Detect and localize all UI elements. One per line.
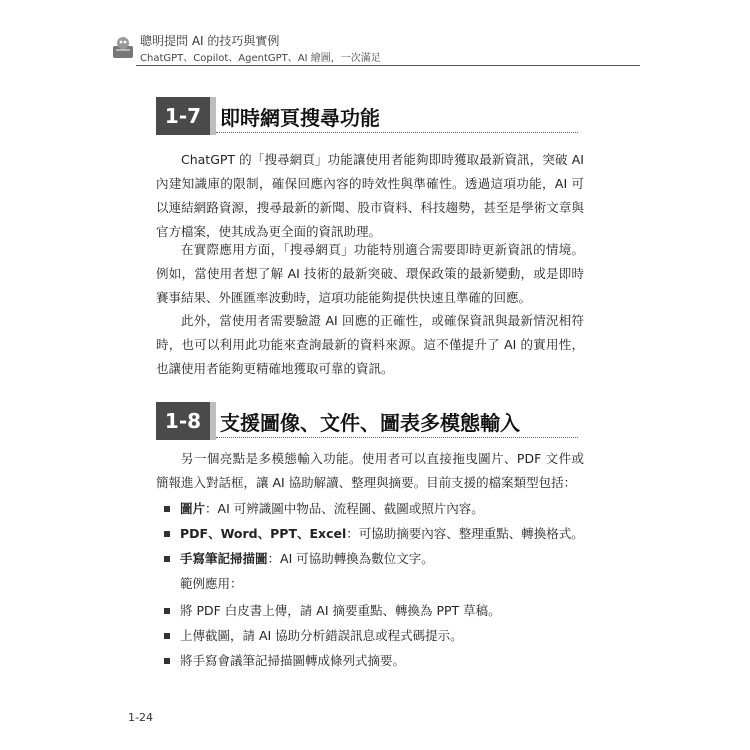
list-item [162, 598, 582, 623]
example-text: 將手寫會議筆記掃描圖轉成條列式摘要。 [180, 653, 406, 668]
file-type-desc: ：AI 可辨識圖中物品、流程圖、截圖或照片內容。 [205, 501, 484, 516]
paragraph: 在實際應用方面，「搜尋網頁」功能特別適合需要即時更新資訊的情境。例如，當使用者想了解 AI 技術的最新突破、環保政策的最新變動，或是即時賽事結果、外匯匯率波動時，這項功能能夠提供快速且準確的回應。 [156, 242, 584, 305]
file-type-label: 圖片 [180, 501, 206, 516]
section-number: 1-7 [156, 97, 210, 135]
example-text: 上傳截圖，請 AI 協助分析錯誤訊息或程式碼提示。 [180, 628, 463, 643]
book-logo-icon [110, 34, 136, 60]
list-item [162, 521, 582, 546]
file-type-label: PDF、Word、PPT、Excel [180, 526, 347, 541]
square-bullet-icon [164, 506, 170, 512]
list-item [162, 546, 582, 571]
section-heading-1-7 [156, 97, 578, 135]
paragraph: 另一個亮點是多模態輸入功能。使用者可以直接拖曳圖片、PDF 文件或簡報進入對話框，讓 AI 協助解讀、整理與摘要。目前支援的檔案類型包括： [156, 451, 584, 490]
file-type-list [162, 496, 582, 571]
example-list [162, 598, 582, 673]
square-bullet-icon [164, 658, 170, 664]
running-header [110, 32, 640, 68]
page-number: 1-24 [128, 711, 153, 724]
section-heading-1-8 [156, 402, 578, 440]
section-title: 即時網頁搜尋功能 [220, 106, 380, 130]
list-item [162, 648, 582, 673]
square-bullet-icon [164, 633, 170, 639]
section-underline [216, 437, 578, 438]
paragraph: ChatGPT 的「搜尋網頁」功能讓使用者能夠即時獲取最新資訊，突破 AI 內建知識庫的限制，確保回應內容的時效性與準確性。透過這項功能，AI 可以連結網路資源，搜尋最新的新聞、股市資料、科技趨勢，甚至是學術文章與官方檔案，使其成為更全面的資訊助理。 [156, 152, 584, 239]
header-divider [136, 65, 640, 66]
example-label: 範例應用： [180, 576, 243, 591]
paragraph: 此外，當使用者需要驗證 AI 回應的正確性，或確保資訊與最新情況相符時，也可以利用此功能來查詢最新的資料來源。這不僅提升了 AI 的實用性，也讓使用者能夠更精確地獲取可靠的資訊。 [156, 313, 584, 376]
list-item [162, 623, 582, 648]
section-title: 支援圖像、文件、圖表多模態輸入 [220, 411, 520, 435]
square-bullet-icon [164, 556, 170, 562]
book-title: 聰明提問 AI 的技巧與實例 [140, 34, 280, 48]
section-underline [216, 132, 578, 133]
square-bullet-icon [164, 531, 170, 537]
example-text: 將 PDF 白皮書上傳，請 AI 摘要重點、轉換為 PPT 草稿。 [180, 603, 501, 618]
list-item [162, 496, 582, 521]
file-type-desc: ：AI 可協助轉換為數位文字。 [267, 551, 434, 566]
square-bullet-icon [164, 608, 170, 614]
file-type-desc: ：可協助摘要內容、整理重點、轉換格式。 [346, 526, 584, 541]
section-number: 1-8 [156, 402, 210, 440]
file-type-label: 手寫筆記掃描圖 [180, 551, 268, 566]
book-subtitle: ChatGPT、Copilot、AgentGPT、AI 繪圖，一次滿足 [140, 53, 381, 64]
